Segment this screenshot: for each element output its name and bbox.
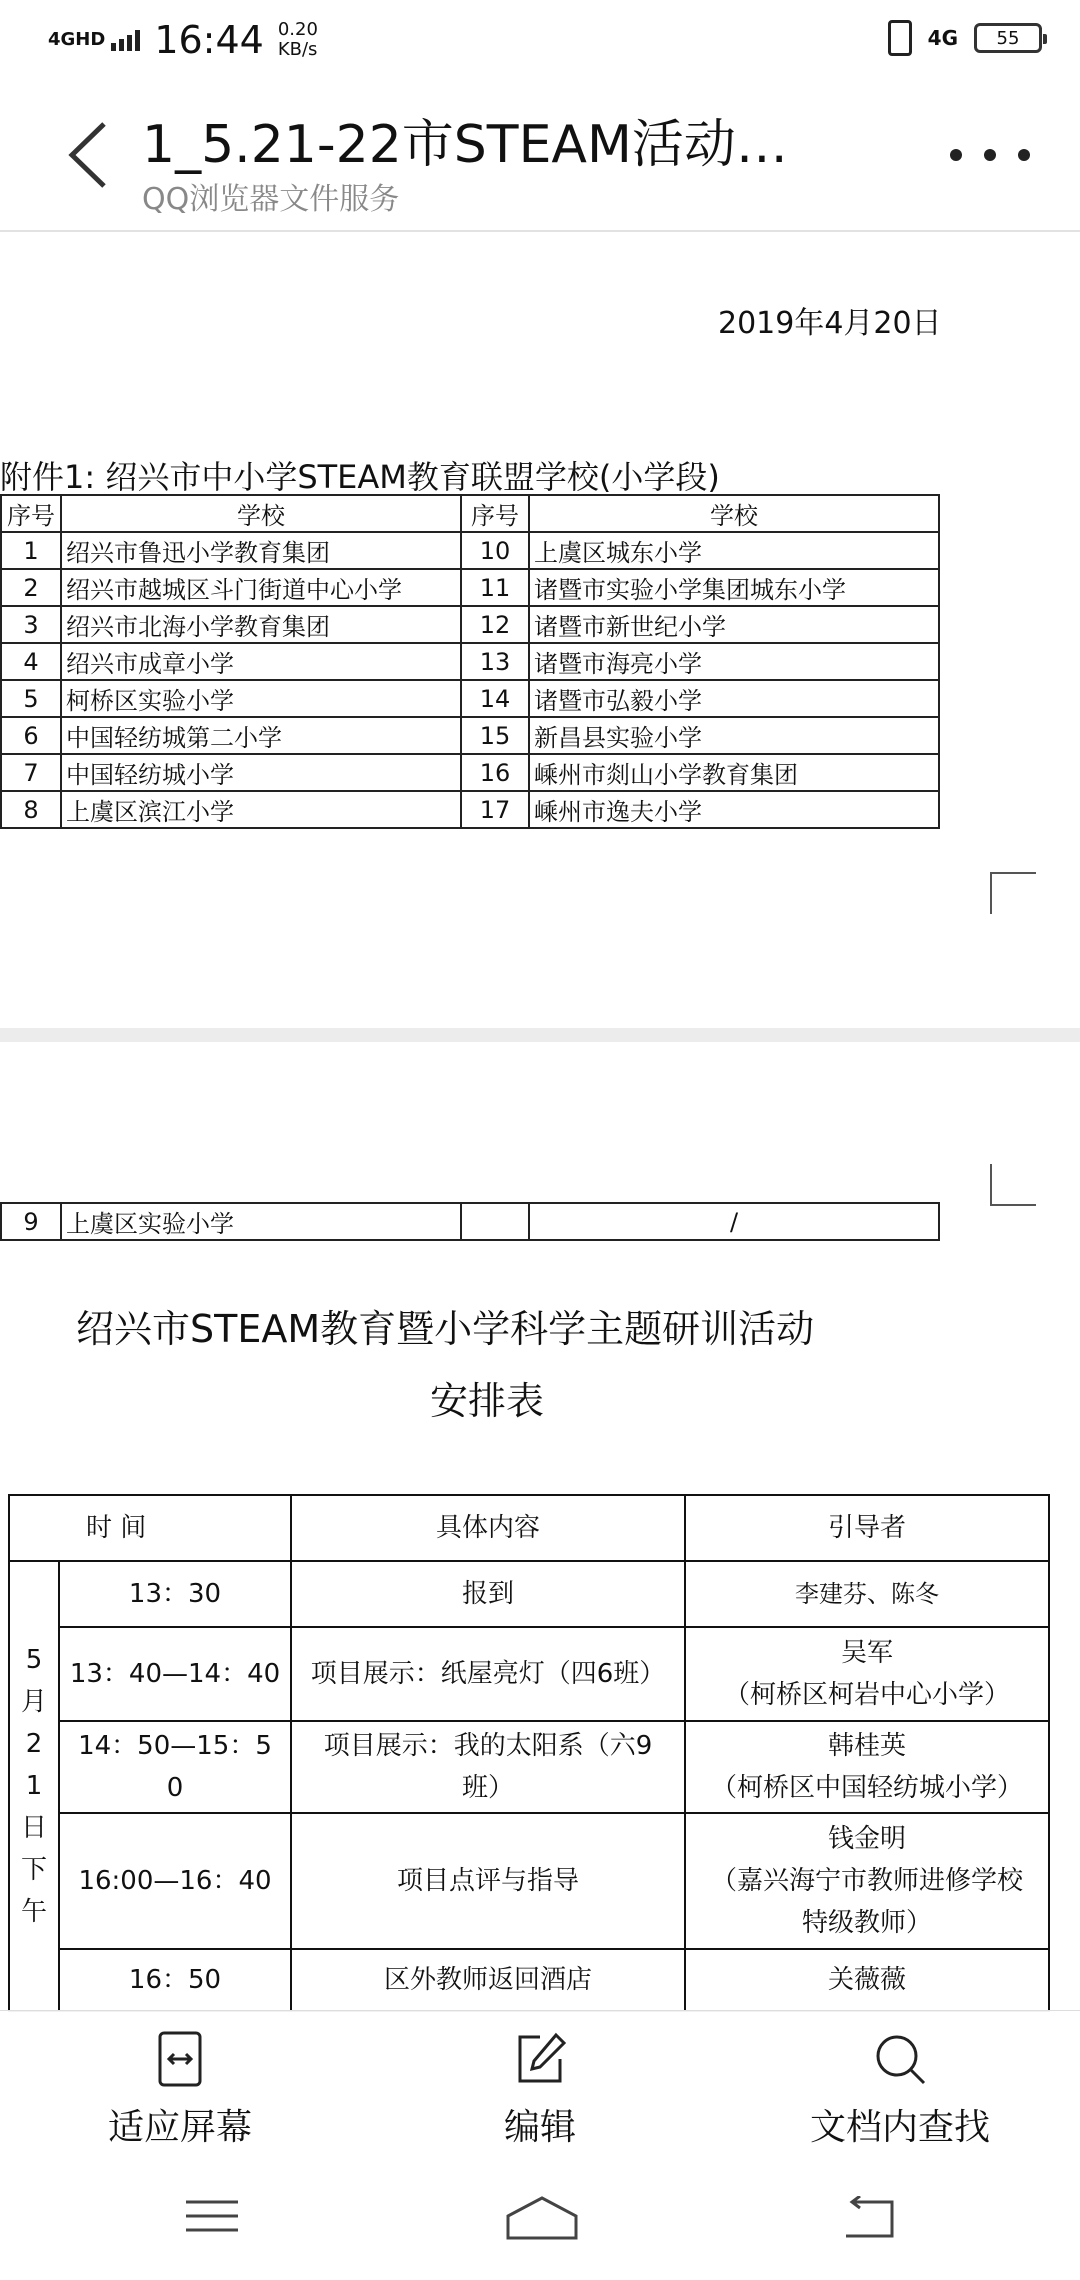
document-date: 2019年4月20日 [718,306,942,341]
cell: 7 [1,754,61,791]
cell: 中国轻纺城小学 [61,754,461,791]
schools-table [0,494,940,829]
cell: 诸暨市海亮小学 [529,643,939,680]
table-row [9,1813,1049,1949]
header-cell: 时 间 [9,1495,291,1561]
content-cell: 项目点评与指导 [291,1813,685,1949]
table-row [1,643,939,680]
vibrate-icon [888,20,912,56]
header-cell: 序号 [461,495,529,532]
cell: 10 [461,532,529,569]
page-corner-mark [990,1164,1036,1206]
schools-table-continued [0,1202,940,1241]
status-bar [0,0,1080,80]
more-options-button[interactable] [950,140,1030,170]
cell: 诸暨市新世纪小学 [529,606,939,643]
schedule-subtitle: 安排表 [430,1379,545,1423]
guide-cell: 钱金明 （嘉兴海宁市教师进修学校 特级教师） [685,1813,1049,1949]
search-icon [870,2029,930,2089]
network-speed: 0.20 KB/s [277,19,318,60]
table-row [9,1949,1049,2011]
fit-screen-icon [150,2029,210,2089]
table-row [9,1627,1049,1721]
cell: 柯桥区实验小学 [61,680,461,717]
time-cell: 16：50 [59,1949,291,2011]
guide-cell: 韩桂英 （柯桥区中国轻纺城小学） [685,1721,1049,1813]
cell: 17 [461,791,529,828]
schedule-title: 绍兴市STEAM教育暨小学科学主题研训活动 [76,1307,815,1351]
table-row [1,569,939,606]
page-corner-mark [990,872,1036,914]
cell: 13 [461,643,529,680]
cell: 11 [461,569,529,606]
cell: 9 [1,1203,61,1240]
dot-icon [1018,149,1030,161]
table-row [1,791,939,828]
table-header-row [9,1495,1049,1561]
cell: 16 [461,754,529,791]
guide-cell: 吴军 （柯桥区柯岩中心小学） [685,1627,1049,1721]
bottom-toolbar [0,2010,1080,2151]
content-cell: 项目展示：纸屋亮灯（四6班） [291,1627,685,1721]
battery-level: 55 [996,27,1020,49]
cell: 1 [1,532,61,569]
content-cell: 报到 [291,1561,685,1627]
table-row [9,1721,1049,1813]
cell: 绍兴市成章小学 [61,643,461,680]
find-in-document-button[interactable] [800,2029,1000,2150]
cell: 上虞区城东小学 [529,532,939,569]
cell: 3 [1,606,61,643]
guide-cell: 李建芬、陈冬 [685,1561,1049,1627]
cell: 14 [461,680,529,717]
network-type: 4GHD [48,29,106,50]
cell: 诸暨市弘毅小学 [529,680,939,717]
battery-icon [974,23,1042,53]
fit-screen-label: 适应屏幕 [107,2107,252,2148]
time-cell: 16:00—16：40 [59,1813,291,1949]
cell: 12 [461,606,529,643]
home-nav-button[interactable] [504,2196,580,2236]
header-cell: 具体内容 [291,1495,685,1561]
table-row [1,717,939,754]
content-cell: 项目展示：我的太阳系（六9 班） [291,1721,685,1813]
cell: 6 [1,717,61,754]
header-cell: 序号 [1,495,61,532]
table-header-row [1,495,939,532]
time-cell: 13：40—14：40 [59,1627,291,1721]
signal-icon [111,29,140,51]
system-nav-bar [0,2150,1080,2280]
title-bar [0,80,1080,232]
cell: 5 [1,680,61,717]
find-label: 文档内查找 [809,2107,990,2148]
back-button[interactable] [60,120,120,190]
table-row [9,1561,1049,1627]
cell: / [529,1203,939,1240]
cell: 嵊州市逸夫小学 [529,791,939,828]
table-row [1,532,939,569]
cell: 2 [1,569,61,606]
header-cell: 学校 [61,495,461,532]
cell: 上虞区实验小学 [61,1203,461,1240]
chevron-left-icon [60,120,120,190]
fit-screen-button[interactable] [100,2029,260,2150]
cell: 4 [1,643,61,680]
cell: 中国轻纺城第二小学 [61,717,461,754]
network-type-2: 4G [927,26,958,50]
attachment-title: 附件1: 绍兴市中小学STEAM教育联盟学校(小学段) [0,458,720,496]
table-row [1,606,939,643]
cell: 15 [461,717,529,754]
dot-icon [950,149,962,161]
table-row [1,754,939,791]
edit-label: 编辑 [503,2107,576,2148]
cell: 新昌县实验小学 [529,717,939,754]
page-break [0,1028,1080,1042]
page-title: 1_5.21-22市STEAM活动… [142,115,788,175]
time-cell: 13：30 [59,1561,291,1627]
cell: 绍兴市鲁迅小学教育集团 [61,532,461,569]
cell: 诸暨市实验小学集团城东小学 [529,569,939,606]
time-cell: 14：50—15：5 0 [59,1721,291,1813]
cell [461,1203,529,1240]
edit-button[interactable] [480,2029,600,2150]
back-icon [840,2196,900,2240]
cell: 绍兴市越城区斗门街道中心小学 [61,569,461,606]
menu-icon [182,2196,242,2236]
day-label: 5 月 2 1 日 下 午 [9,1561,59,2011]
schedule-table [8,1494,1050,2012]
clock: 16:44 [154,18,264,62]
guide-cell: 关薇薇 [685,1949,1049,2011]
table-row [1,680,939,717]
cell: 绍兴市北海小学教育集团 [61,606,461,643]
content-cell: 区外教师返回酒店 [291,1949,685,2011]
cell: 8 [1,791,61,828]
dot-icon [984,149,996,161]
header-cell: 引导者 [685,1495,1049,1561]
edit-icon [510,2029,570,2089]
home-icon [504,2196,580,2240]
cell: 嵊州市剡山小学教育集团 [529,754,939,791]
cell: 上虞区滨江小学 [61,791,461,828]
back-nav-button[interactable] [840,2196,900,2236]
menu-nav-button[interactable] [182,2196,242,2236]
header-cell: 学校 [529,495,939,532]
table-row [1,1203,939,1240]
page-subtitle: QQ浏览器文件服务 [142,182,400,217]
